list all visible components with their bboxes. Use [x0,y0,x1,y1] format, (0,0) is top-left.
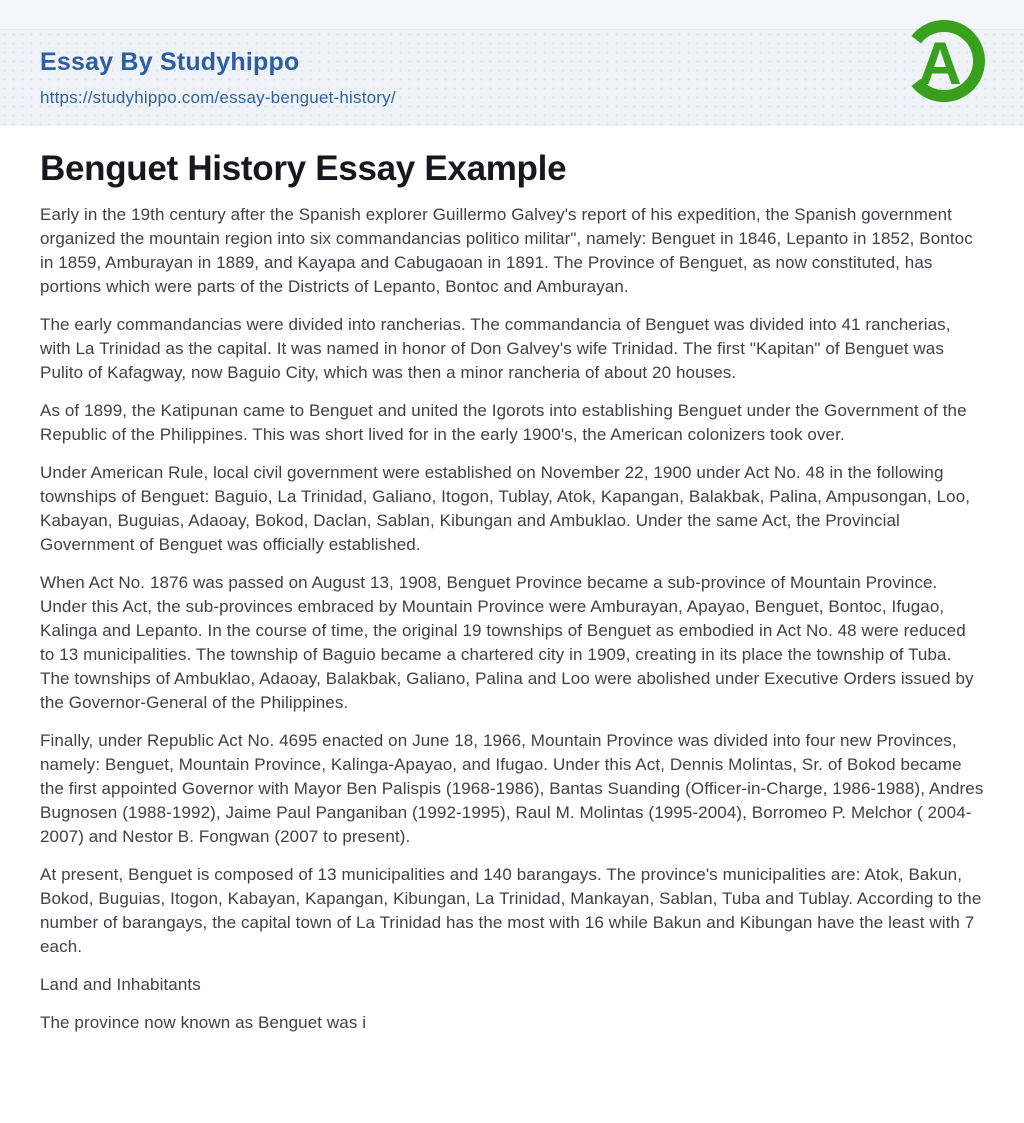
header [0,0,1024,126]
essay-paragraph: Land and Inhabitants [40,975,201,994]
essay-paragraph: The province now known as Benguet was i [40,1013,367,1032]
site-title: Essay By Studyhippo [40,48,300,76]
header-top-strip [0,0,1024,30]
header-main [0,30,1024,126]
essay-paragraph: As of 1899, the Katipunan came to Benguet and united the Igorots into establishing Benguet under the Government of the Republic of the Philippines. This was short lived for in the early 1900's, the American colonizers took over. [40,401,967,444]
essay-paragraph: The early commandancias were divided into rancherias. The commandancia of Benguet was divided into 41 rancherias, with La Trinidad as the capital. It was named in honor of Don Galvey's wife Trinidad. The first "Kapitan" of Benguet was Pulito of Kafagway, now Baguio City, which was then a minor rancheria of about 20 houses. [40,315,951,382]
studyhippo-logo-icon [900,17,988,105]
essay-paragraph: Under American Rule, local civil government were established on November 22, 1900 under Act No. 48 in the following townships of Benguet: Baguio, La Trinidad, Galiano, Itogon, Tublay, Atok, Kapangan, Balakbak, Palina, Ampusongan, Loo, Kabayan, Buguias, Adaoay, Bokod, Daclan, Sablan, Kibungan and Ambuklao. Under the same Act, the Provincial Government of Benguet was officially established. [40,463,971,554]
essay-paragraph: When Act No. 1876 was passed on August 13, 1908, Benguet Province became a sub-province of Mountain Province. Under this Act, the sub-provinces embraced by Mountain Province were Amburayan, Apayao, Benguet, Bontoc, Ifugao, Kalinga and Lepanto. In the course of time, the original 19 townships of Benguet as embodied in Act No. 48 were reduced to 13 municipalities. The township of Baguio became a chartered city in 1909, creating in its place the township of Tuba. The townships of Ambuklao, Adaoay, Balakbak, Galiano, Palina and Loo were abolished under Executive Orders issued by the Governor-General of the Philippines. [40,573,974,712]
logo-letter: A [918,30,962,97]
essay-paragraph: Early in the 19th century after the Spanish explorer Guillermo Galvey's report of his expedition, the Spanish government organized the mountain region into six commandancias politico militar", namely: Benguet in 1846, Lepanto in 1852, Bontoc in 1859, Amburayan in 1889, and Kayapa and Cabugaoan in 1891. The Province of Benguet, as now constituted, has portions which were parts of the Districts of Lepanto, Bontoc and Amburayan. [40,205,973,296]
essay-paragraph: At present, Benguet is composed of 13 municipalities and 140 barangays. The province's municipalities are: Atok, Bakun, Bokod, Buguias, Itogon, Kabayan, Kapangan, Kibungan, La Trinidad, Mankayan, Sablan, Tuba and Tublay. According to the number of barangays, the capital town of La Trinidad has the most with 16 while Bakun and Kibungan have the least with 7 each. [40,865,982,956]
essay-content [0,126,1024,1035]
essay-body [40,203,984,1035]
essay-paragraph: Finally, under Republic Act No. 4695 enacted on June 18, 1966, Mountain Province was divided into four new Provinces, namely: Benguet, Mountain Province, Kalinga-Apayao, and Ifugao. Under this Act, Dennis Molintas, Sr. of Bokod became the first appointed Governor with Mayor Ben Palispis (1968-1986), Bantas Suanding (Officer-in-Charge, 1986-1988), Andres Bugnosen (1988-1992), Jaime Paul Panganiban (1992-1995), Raul M. Molintas (1995-2004), Borromeo P. Melchor ( 2004-2007) and Nestor B. Fongwan (2007 to present). [40,731,984,846]
essay-title: Benguet History Essay Example [40,149,567,188]
essay-url-link[interactable]: https://studyhippo.com/essay-benguet-history/ [40,88,396,107]
